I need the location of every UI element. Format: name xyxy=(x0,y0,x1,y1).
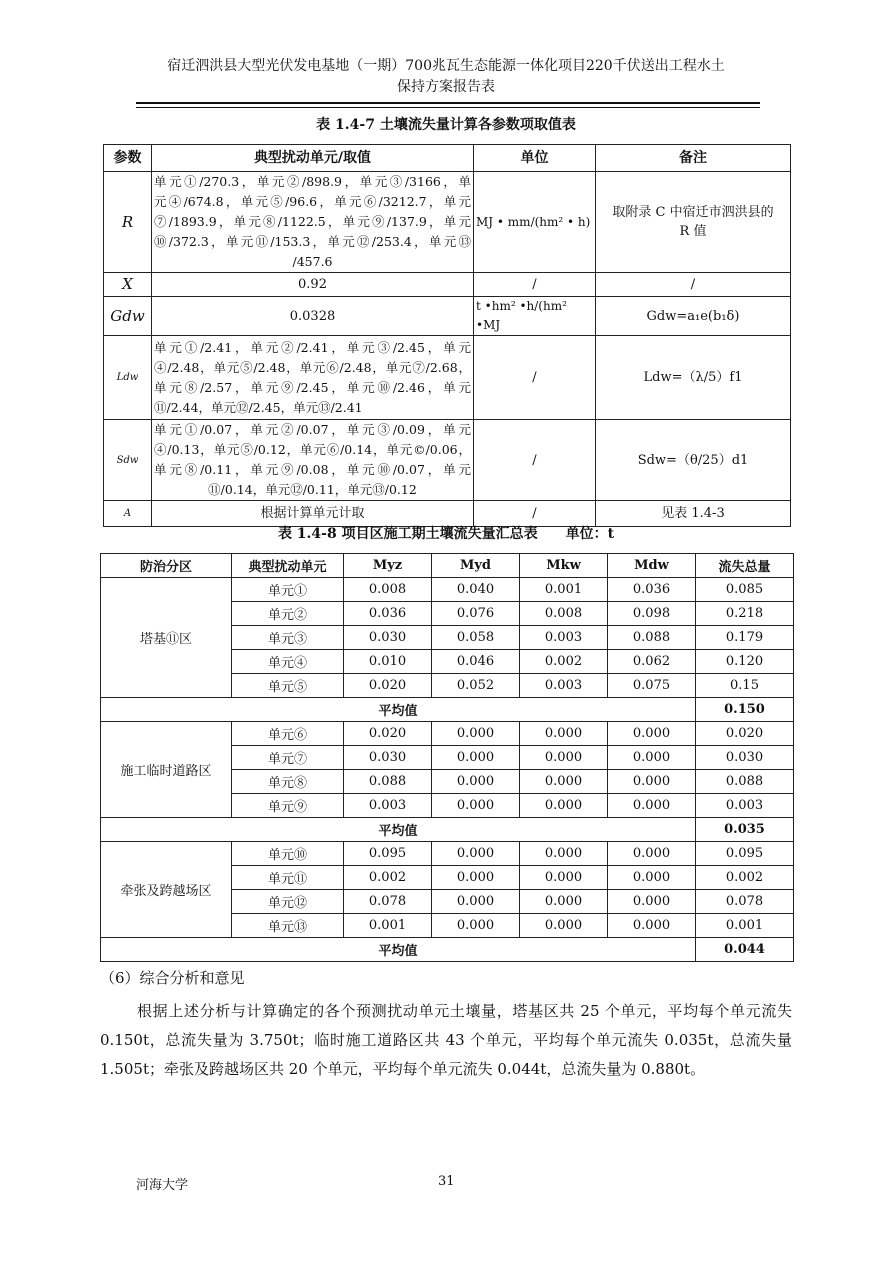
value-cell: 0.000 xyxy=(432,794,520,818)
unit-cell: 单元② xyxy=(232,602,344,626)
value-cell: 0.098 xyxy=(608,602,696,626)
value-cell: 0.15 xyxy=(696,674,794,698)
value-cell: 0.000 xyxy=(520,722,608,746)
average-value: 0.150 xyxy=(696,698,794,722)
unit-cell: 单元③ xyxy=(232,626,344,650)
value-r xyxy=(152,172,474,273)
value-cell: 0.030 xyxy=(344,746,432,770)
value-cell: 0.000 xyxy=(432,866,520,890)
value-line: ⑩/372.3，单元⑪/153.3，单元⑫/253.4，单元⑬ xyxy=(154,234,471,249)
table2-header-myz: Myz xyxy=(344,554,432,578)
average-value: 0.044 xyxy=(696,938,794,962)
value-cell: 0.000 xyxy=(520,914,608,938)
unit-ldw: / xyxy=(474,336,596,420)
value-cell: 0.052 xyxy=(432,674,520,698)
value-line: ⑪/2.44，单元⑫/2.45，单元⑬/2.41 xyxy=(154,399,363,415)
param-x: X xyxy=(104,273,152,297)
table1-header-note: 备注 xyxy=(596,145,791,172)
footer-org: 河海大学 xyxy=(136,1178,189,1193)
value-cell: 0.000 xyxy=(432,722,520,746)
param-a: A xyxy=(104,501,152,527)
value-cell: 0.003 xyxy=(520,626,608,650)
note-line: 取附录 C 中宿迁市泗洪县的 xyxy=(612,205,774,220)
value-cell: 0.000 xyxy=(520,770,608,794)
value-cell: 0.062 xyxy=(608,650,696,674)
unit-cell: 单元⑩ xyxy=(232,842,344,866)
value-cell: 0.000 xyxy=(608,722,696,746)
value-cell: 0.075 xyxy=(608,674,696,698)
table1-header-unit: 单位 xyxy=(474,145,596,172)
table-row xyxy=(101,722,794,746)
table1-header-row xyxy=(104,145,791,172)
value-line: 单元①/0.07，单元②/0.07，单元③/0.09，单元 xyxy=(154,422,471,437)
value-cell: 0.000 xyxy=(432,746,520,770)
value-cell: 0.058 xyxy=(432,626,520,650)
table-row xyxy=(101,578,794,602)
unit-cell: 单元⑨ xyxy=(232,794,344,818)
value-cell: 0.000 xyxy=(432,842,520,866)
unit-cell: 单元⑫ xyxy=(232,890,344,914)
table2-header-zone: 防治分区 xyxy=(101,554,232,578)
table2-header-total: 流失总量 xyxy=(696,554,794,578)
value-line: ⑪/0.14，单元⑫/0.11，单元⑬/0.12 xyxy=(208,482,417,497)
value-sdw xyxy=(152,420,474,501)
value-cell: 0.000 xyxy=(608,746,696,770)
value-line: /457.6 xyxy=(292,254,333,269)
section-paragraph: 根据上述分析与计算确定的各个预测扰动单元土壤量，塔基区共 25 个单元，平均每个单元流失 0.150t，总流失量为 3.750t；临时施工道路区共 43 个单元，平均每个单元流失 0.035t，总流失量 1.505t；牵张及跨越场区共 20 个单元，平均每个单元流失 0.044t，总流失量为 0.880t。 xyxy=(100,1002,792,1078)
note-gdw: Gdw=a₁e(b₁δ) xyxy=(596,297,791,336)
value-cell: 0.020 xyxy=(344,722,432,746)
value-cell: 0.000 xyxy=(608,794,696,818)
value-line: 单元⑧/0.11，单元⑨/0.08，单元⑩/0.07，单元 xyxy=(154,462,471,477)
value-cell: 0.078 xyxy=(696,890,794,914)
param-gdw: Gdw xyxy=(104,297,152,336)
value-cell: 0.020 xyxy=(344,674,432,698)
section-heading: （6）综合分析和意见 xyxy=(100,969,245,987)
average-row xyxy=(101,938,794,962)
value-line: 元④/674.8，单元⑤/96.6，单元⑥/3212.7，单元 xyxy=(154,194,471,209)
value-cell: 0.218 xyxy=(696,602,794,626)
parameter-table xyxy=(103,144,791,527)
table1-row-ldw xyxy=(104,336,791,420)
average-label: 平均值 xyxy=(101,938,696,962)
value-cell: 0.003 xyxy=(696,794,794,818)
unit-cell: 单元① xyxy=(232,578,344,602)
unit-cell: 单元⑥ xyxy=(232,722,344,746)
value-cell: 0.085 xyxy=(696,578,794,602)
note-line: R 值 xyxy=(679,224,707,239)
table2-caption: 表 1.4-8 项目区施工期土壤流失量汇总表 单位：t xyxy=(277,526,615,542)
value-x: 0.92 xyxy=(152,273,474,297)
value-cell: 0.000 xyxy=(520,842,608,866)
zone-name-cell: 塔基⑪区 xyxy=(101,578,232,698)
zone-name-cell: 施工临时道路区 xyxy=(101,722,232,818)
value-cell: 0.095 xyxy=(344,842,432,866)
unit-cell: 单元⑦ xyxy=(232,746,344,770)
note-x: / xyxy=(596,273,791,297)
table1-caption: 表 1.4-7 土壤流失量计算各参数项取值表 xyxy=(316,117,576,133)
value-cell: 0.000 xyxy=(520,746,608,770)
value-cell: 0.088 xyxy=(608,626,696,650)
value-cell: 0.088 xyxy=(696,770,794,794)
table2-header-row xyxy=(101,554,794,578)
value-cell: 0.008 xyxy=(344,578,432,602)
value-cell: 0.000 xyxy=(608,842,696,866)
value-cell: 0.030 xyxy=(696,746,794,770)
value-cell: 0.000 xyxy=(608,914,696,938)
value-line: 单元⑧/2.57，单元⑨/2.45，单元⑩/2.46，单元 xyxy=(154,379,471,395)
table1-row-r xyxy=(104,172,791,273)
unit-r: MJ • mm/(hm² • h) xyxy=(474,172,596,273)
table2-header-mdw: Mdw xyxy=(608,554,696,578)
average-label: 平均值 xyxy=(101,818,696,842)
table1-row-gdw xyxy=(104,297,791,336)
unit-cell: 单元⑧ xyxy=(232,770,344,794)
header-line-1: 宿迁泗洪县大型光伏发电基地（一期）700兆瓦生态能源一体化项目220千伏送出工程水土 xyxy=(167,58,725,74)
value-cell: 0.003 xyxy=(344,794,432,818)
value-line: 单元①/2.41，单元②/2.41，单元③/2.45，单元 xyxy=(154,339,471,355)
value-cell: 0.001 xyxy=(520,578,608,602)
unit-sdw: / xyxy=(474,420,596,501)
value-line: ④/0.13，单元⑤/0.12，单元⑥/0.14，单元©/0.06， xyxy=(154,442,471,457)
value-cell: 0.000 xyxy=(520,794,608,818)
value-cell: 0.000 xyxy=(608,770,696,794)
average-label: 平均值 xyxy=(101,698,696,722)
average-row xyxy=(101,698,794,722)
value-cell: 0.000 xyxy=(432,914,520,938)
value-cell: 0.000 xyxy=(432,890,520,914)
param-ldw: Ldw xyxy=(104,336,152,420)
table2-header-mkw: Mkw xyxy=(520,554,608,578)
note-a: 见表 1.4-3 xyxy=(596,501,791,527)
soil-loss-summary-table xyxy=(100,553,794,962)
value-a: 根据计算单元计取 xyxy=(152,501,474,527)
header-rule-thick xyxy=(136,102,760,104)
value-cell: 0.000 xyxy=(432,770,520,794)
value-cell: 0.008 xyxy=(520,602,608,626)
value-cell: 0.001 xyxy=(344,914,432,938)
table-row xyxy=(101,842,794,866)
average-row xyxy=(101,818,794,842)
value-cell: 0.000 xyxy=(608,890,696,914)
param-r: R xyxy=(104,172,152,273)
zone-name-cell: 牵张及跨越场区 xyxy=(101,842,232,938)
value-cell: 0.078 xyxy=(344,890,432,914)
value-cell: 0.036 xyxy=(608,578,696,602)
table2-header-unit: 典型扰动单元 xyxy=(232,554,344,578)
footer-page-number: 31 xyxy=(438,1174,455,1189)
value-line: 单元①/270.3，单元②/898.9，单元③/3166，单 xyxy=(154,174,471,189)
average-value: 0.035 xyxy=(696,818,794,842)
unit-cell: 单元⑤ xyxy=(232,674,344,698)
value-cell: 0.179 xyxy=(696,626,794,650)
value-cell: 0.002 xyxy=(520,650,608,674)
unit-cell: 单元⑪ xyxy=(232,866,344,890)
table1-header-param: 参数 xyxy=(104,145,152,172)
value-cell: 0.000 xyxy=(520,890,608,914)
value-cell: 0.002 xyxy=(696,866,794,890)
value-line: ⑦/1893.9，单元⑧/1122.5，单元⑨/137.9，单元 xyxy=(154,214,471,229)
header-rule-thin xyxy=(136,107,760,108)
value-gdw: 0.0328 xyxy=(152,297,474,336)
value-cell: 0.040 xyxy=(432,578,520,602)
note-sdw: Sdw=（θ/25）d1 xyxy=(596,420,791,501)
value-cell: 0.088 xyxy=(344,770,432,794)
value-cell: 0.002 xyxy=(344,866,432,890)
value-cell: 0.000 xyxy=(520,866,608,890)
note-r xyxy=(596,172,791,273)
value-cell: 0.010 xyxy=(344,650,432,674)
unit-x: / xyxy=(474,273,596,297)
value-cell: 0.095 xyxy=(696,842,794,866)
param-sdw: Sdw xyxy=(104,420,152,501)
value-line: ④/2.48，单元⑤/2.48，单元⑥/2.48，单元⑦/2.68， xyxy=(154,359,471,375)
unit-a: / xyxy=(474,501,596,527)
header-line-2: 保持方案报告表 xyxy=(397,79,495,95)
value-cell: 0.001 xyxy=(696,914,794,938)
value-cell: 0.036 xyxy=(344,602,432,626)
table2-header-myd: Myd xyxy=(432,554,520,578)
value-cell: 0.120 xyxy=(696,650,794,674)
value-cell: 0.030 xyxy=(344,626,432,650)
value-cell: 0.046 xyxy=(432,650,520,674)
unit-gdw: t •hm² •h/(hm² •MJ xyxy=(474,297,596,336)
value-cell: 0.020 xyxy=(696,722,794,746)
value-cell: 0.076 xyxy=(432,602,520,626)
table1-header-value: 典型扰动单元/取值 xyxy=(152,145,474,172)
note-ldw: Ldw=（λ/5）f1 xyxy=(596,336,791,420)
unit-cell: 单元④ xyxy=(232,650,344,674)
value-cell: 0.003 xyxy=(520,674,608,698)
page-header xyxy=(100,56,792,98)
table1-row-x xyxy=(104,273,791,297)
value-cell: 0.000 xyxy=(608,866,696,890)
table1-row-sdw xyxy=(104,420,791,501)
unit-cell: 单元⑬ xyxy=(232,914,344,938)
value-ldw xyxy=(152,336,474,420)
